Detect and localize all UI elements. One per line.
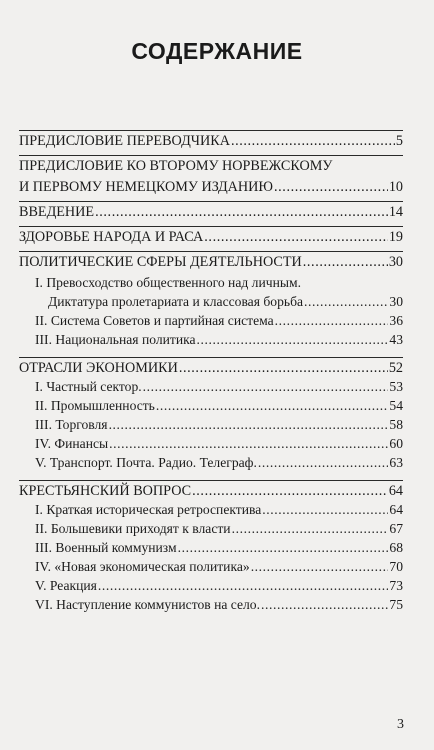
toc-entry-label: КРЕСТЬЯНСКИЙ ВОПРОС xyxy=(19,483,192,499)
toc-leader-dots xyxy=(274,177,388,197)
toc-leader-dots xyxy=(156,396,389,416)
toc-leader-dots xyxy=(179,358,388,378)
toc-entry-page: 75 xyxy=(389,597,403,612)
toc-subentry xyxy=(35,538,403,558)
toc-leader-dots xyxy=(261,595,388,615)
toc-entry-label: II. Промышленность xyxy=(35,398,155,413)
toc-entry-label: ЗДОРОВЬЕ НАРОДА И РАСА xyxy=(19,229,204,245)
toc-leader-dots xyxy=(143,377,389,397)
toc-subentry xyxy=(35,519,403,539)
page-title: СОДЕРЖАНИЕ xyxy=(131,38,303,64)
toc-entry-label: IV. «Новая экономическая политика» xyxy=(35,559,250,574)
toc-entry-page: 70 xyxy=(389,559,403,574)
toc-entry-label: ОТРАСЛИ ЭКОНОМИКИ xyxy=(19,360,178,376)
toc-leader-dots xyxy=(304,292,388,312)
toc-entry-label: ПРЕДИСЛОВИЕ КО ВТОРОМУ НОРВЕЖСКОМУ xyxy=(19,158,333,174)
toc-entry-label: IV. Финансы xyxy=(35,436,109,451)
toc-subentry xyxy=(35,311,403,331)
toc-entry-page: 30 xyxy=(389,294,403,309)
toc-entry-label: VI. Наступление коммунистов на село. xyxy=(35,597,260,612)
toc-subentry xyxy=(35,273,403,293)
toc-entry-label: III. Военный коммунизм xyxy=(35,540,177,555)
toc-entry-label: ПОЛИТИЧЕСКИЕ СФЕРЫ ДЕЯТЕЛЬНОСТИ xyxy=(19,254,302,270)
toc-entry-page: 58 xyxy=(389,417,403,432)
toc-entry-page: 67 xyxy=(389,521,403,536)
toc-entry-page: 5 xyxy=(395,133,403,149)
toc-entry-page: 14 xyxy=(388,204,403,220)
toc-entry-page: 10 xyxy=(388,179,403,195)
toc-subentry xyxy=(35,453,403,473)
toc-subentry xyxy=(35,595,403,615)
toc-subentry xyxy=(48,292,403,312)
toc-entry-label: II. Система Советов и партийная система xyxy=(35,313,274,328)
toc-entry-label: II. Большевики приходят к власти xyxy=(35,521,231,536)
toc-leader-dots xyxy=(251,557,389,577)
toc-entry-label: V. Транспорт. Почта. Радио. Телеграф. xyxy=(35,455,257,470)
toc-entry xyxy=(19,481,403,501)
toc-subentry xyxy=(35,557,403,577)
toc-entry-page: 36 xyxy=(389,313,403,328)
toc-leader-dots xyxy=(95,202,388,222)
toc-entry-label: Диктатура пролетариата и классовая борьба xyxy=(48,294,304,309)
toc-leader-dots xyxy=(262,500,388,520)
toc-entry-label: И ПЕРВОМУ НЕМЕЦКОМУ ИЗДАНИЮ xyxy=(19,179,273,195)
toc-leader-dots xyxy=(192,481,388,501)
toc-entry-label: I. Превосходство общественного над личным. xyxy=(35,275,301,290)
toc-leader-dots xyxy=(204,227,388,247)
page-number: 3 xyxy=(397,717,404,732)
toc-leader-dots xyxy=(98,576,389,596)
toc-entry-page: 43 xyxy=(389,332,403,347)
toc-entry-page: 64 xyxy=(388,483,403,499)
toc-entry xyxy=(19,177,403,197)
toc-entry-label: III. Торговля xyxy=(35,417,108,432)
toc-entry xyxy=(19,227,403,247)
toc-entry-page: 60 xyxy=(389,436,403,451)
toc-subentry xyxy=(35,330,403,350)
toc-entry-page: 63 xyxy=(389,455,403,470)
toc-leader-dots xyxy=(178,538,389,558)
toc-subentry xyxy=(35,396,403,416)
toc-leader-dots xyxy=(231,131,395,151)
toc-entry xyxy=(19,358,403,378)
toc-entry-page: 73 xyxy=(389,578,403,593)
toc-entry-page: 53 xyxy=(389,379,403,394)
toc-entry-label: I. Краткая историческая ретроспектива xyxy=(35,502,262,517)
toc-leader-dots xyxy=(232,519,389,539)
toc-leader-dots xyxy=(303,252,388,272)
toc-leader-dots xyxy=(109,434,388,454)
toc-entry xyxy=(19,252,403,272)
toc-entry-label: V. Реакция xyxy=(35,578,97,593)
toc-entry-label: ВВЕДЕНИЕ xyxy=(19,204,95,220)
toc-entry-label: III. Национальная политика xyxy=(35,332,196,347)
toc-leader-dots xyxy=(109,415,389,435)
toc-subentry xyxy=(35,415,403,435)
toc-entry-page: 68 xyxy=(389,540,403,555)
toc-entry-page: 54 xyxy=(389,398,403,413)
toc-entry-label: ПРЕДИСЛОВИЕ ПЕРЕВОДЧИКА xyxy=(19,133,230,149)
toc-entry xyxy=(19,202,403,222)
toc-leader-dots xyxy=(275,311,389,331)
toc-subentry xyxy=(35,434,403,454)
toc-entry-page: 19 xyxy=(388,229,403,245)
toc-entry-page: 64 xyxy=(389,502,403,517)
toc-entry-page: 52 xyxy=(388,360,403,376)
toc-entry-page: 30 xyxy=(388,254,403,270)
toc-entry xyxy=(19,131,403,151)
toc-leader-dots xyxy=(197,330,389,350)
toc-entry xyxy=(19,156,403,176)
toc-leader-dots xyxy=(258,453,389,473)
toc-subentry xyxy=(35,576,403,596)
toc-subentry xyxy=(35,500,403,520)
toc-subentry xyxy=(35,377,403,397)
toc-entry-label: I. Частный сектор. xyxy=(35,379,142,394)
